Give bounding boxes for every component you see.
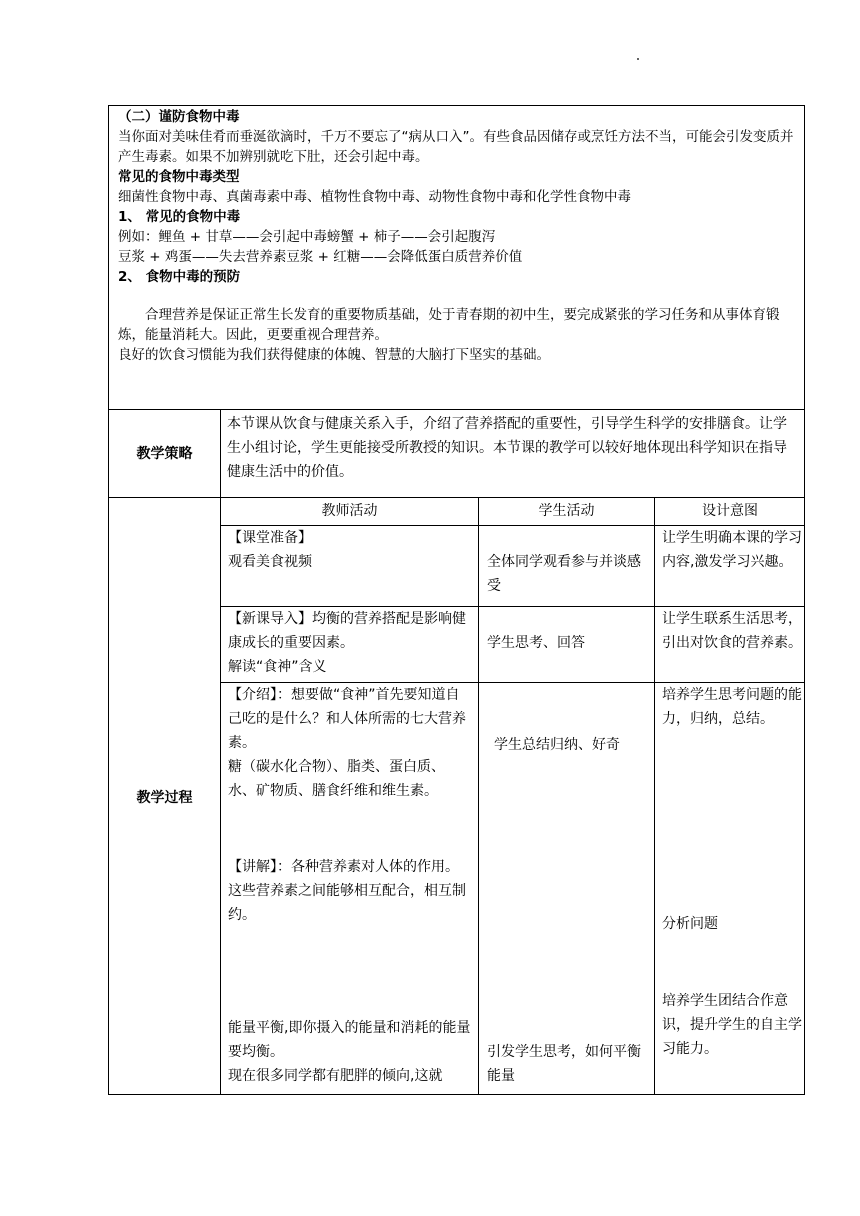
- row1-intent: 让学生明确本课的学习内容,激发学习兴趣。: [662, 530, 802, 570]
- row2-student: 学生思考、回答: [487, 635, 585, 651]
- big-teacher-nutrients: 糖（碳水化合物）、脂类、蛋白质、水、矿物质、膳食纤维和维生素。: [228, 759, 445, 799]
- example-1: 例如：鲤鱼 + 甘草——会引起中毒螃蟹 + 柿子——会引起腹泻: [118, 229, 496, 245]
- types-title: 常见的食物中毒类型: [118, 169, 240, 185]
- header-student: 学生活动: [538, 503, 595, 519]
- big-teacher-explain: 【讲解】：各种营养素对人体的作用。这些营养素之间能够相互配合，相互制约。: [228, 859, 466, 923]
- food-poisoning-section: [109, 106, 804, 410]
- lesson-table: [108, 105, 805, 1095]
- row1-teacher: [228, 526, 472, 574]
- prevention-title: 2、 食物中毒的预防: [118, 269, 241, 285]
- section-intro: 当你面对美味佳肴而垂涎欲滴时，千万不要忘了“病从口入”。有些食品因储存或烹饪方法不当，可能会引发变质并产生毒素。如果不加辨别就吃下肚，还会引起中毒。: [118, 129, 794, 165]
- strategy-text: 本节课从饮食与健康关系入手，介绍了营养搭配的重要性，引导学生科学的安排膳食。让学生小组讨论，学生更能接受所教授的知识。本节课的教学可以较好地体现出科学知识在指导健康生活中的价值。: [227, 416, 787, 480]
- big-intent-thinking: 培养学生思考问题的能力，归纳，总结。: [662, 687, 802, 727]
- row2-teacher-line1: 【新课导入】均衡的营养搭配是影响健康成长的重要因素。: [228, 611, 466, 651]
- habit-paragraph: 良好的饮食习惯能为我们获得健康的体魄、智慧的大脑打下坚实的基础。: [118, 347, 550, 363]
- section-title: （二）谨防食物中毒: [118, 109, 240, 125]
- big-teacher-intro: 【介绍】：想要做“食神”首先要知道自己吃的是什么？和人体所需的七大营养素。: [228, 687, 466, 751]
- header-intent: 设计意图: [702, 503, 758, 519]
- types-text: 细菌性食物中毒、真菌毒素中毒、植物性食物中毒、动物性食物中毒和化学性食物中毒: [118, 189, 631, 205]
- row1-student: 全体同学观看参与并谈感受: [487, 554, 641, 594]
- big-intent-analysis: 分析问题: [662, 916, 718, 932]
- nutrition-paragraph: 合理营养是保证正常生长发育的重要物质基础，处于青春期的初中生，要完成紧张的学习任务和从事体育锻炼，能量消耗大。因此，更要重视合理营养。: [118, 307, 780, 343]
- row2-intent: 让学生联系生活思考，引出对饮食的营养素。: [662, 611, 802, 651]
- row1-teacher-line2: 观看美食视频: [228, 554, 312, 570]
- row2-teacher-line2: 解读“食神”含义: [228, 659, 327, 675]
- big-teacher-obesity: 现在很多同学都有肥胖的倾向,这就: [228, 1068, 443, 1084]
- process-label: 教学过程: [136, 789, 193, 806]
- header-teacher: 教师活动: [321, 503, 378, 519]
- row1-teacher-line1: 【课堂准备】: [228, 530, 312, 546]
- student-column-divider: [478, 498, 479, 1095]
- big-intent-teamwork: 培养学生团结合作意识，提升学生的自主学习能力。: [662, 993, 802, 1057]
- stray-dot: [637, 58, 639, 60]
- big-teacher-energy: 能量平衡,即你摄入的能量和消耗的能量要均衡。: [228, 1020, 471, 1060]
- big-student-summary: 学生总结归纳、好奇: [494, 737, 620, 753]
- intent-column-divider: [654, 498, 655, 1095]
- example-2: 豆浆 + 鸡蛋——失去营养素豆浆 + 红糖——会降低蛋白质营养价值: [118, 249, 523, 265]
- strategy-label: 教学策略: [136, 446, 193, 462]
- row2-teacher: [228, 607, 472, 679]
- big-student-energy: 引发学生思考，如何平衡能量: [487, 1044, 641, 1084]
- common-title: 1、 常见的食物中毒: [118, 209, 241, 225]
